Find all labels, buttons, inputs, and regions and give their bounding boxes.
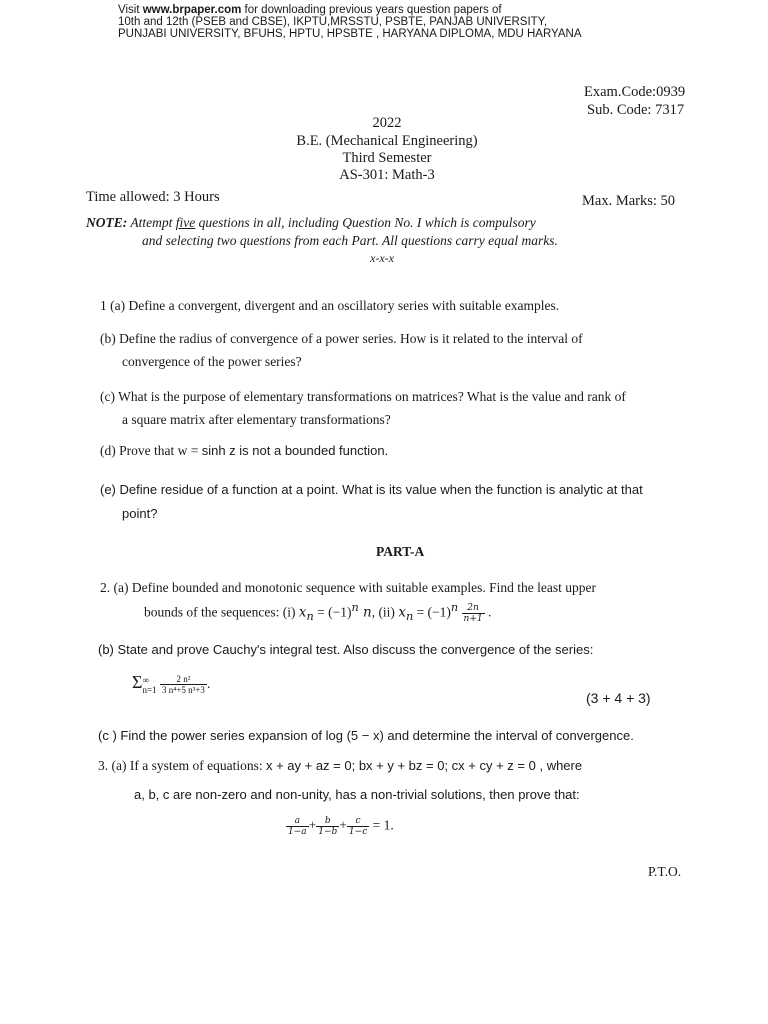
question-3a-line-1: 3. (a) If a system of equations: x + ay + az = 0; bx + y + bz = 0; cx + cy + z = 0 , where [98,758,583,773]
note-line-1: NOTE: Attempt five questions in all, including Question No. I which is compulsory [86,215,536,230]
question-1b-line-1: (b) Define the radius of convergence of a power series. How is it related to the interval of [100,331,583,346]
question-2-marks: (3 + 4 + 3) [586,690,651,706]
pto-marker: P.T.O. [648,864,682,879]
part-a-heading: PART-A [376,544,425,559]
question-1c-line-2: a square matrix after elementary transformations? [122,412,391,427]
degree-title: B.E. (Mechanical Engineering) [296,133,478,149]
note-label: NOTE: [86,215,128,230]
note-five: five [175,215,196,230]
question-1a: 1 (a) Define a convergent, divergent and an oscillatory series with suitable examples. [100,298,560,313]
equation-result: $\frac{a}{1-a}$ + $\frac{b}{1-b}$ + $\frac{c}{1-c}$ = 1. [288,816,394,837]
site-banner [118,4,582,40]
question-1d: (d) Prove that w = sinh z is not a bounded function. [100,443,389,458]
exam-code: Exam.Code:0939 [584,84,686,100]
exam-year: 2022 [372,115,402,131]
semester: Third Semester [342,150,432,166]
question-1e-line-2: point? [122,506,158,521]
banner-line-1: Visit www.brpaper.com for downloading previous years question papers of [118,4,502,16]
question-2b-line-1: (b) State and prove Cauchy's integral test. Also discuss the convergence of the series: [98,642,594,657]
sub-code: Sub. Code: 7317 [587,102,685,118]
banner-line-2: 10th and 12th (PSEB and CBSE), IKPTU,MRSSTU, PSBTE, PANJAB UNIVERSITY, [118,16,548,28]
series-expression: Σ ∞ n=1 $\frac{\text{2 n²}}{\text{3 n⁴+5 n³+3}}$ . [132,672,211,696]
site-link[interactable]: www.brpaper.com [142,4,242,16]
question-1c-line-1: (c) What is the purpose of elementary transformations on matrices? What is the value and rank of [100,389,626,404]
question-2c: (c ) Find the power series expansion of log (5 − x) and determine the interval of convergence. [98,728,634,743]
series-fraction: $\frac{\text{2 n²}}{\text{3 n⁴+5 n³+3}}$ [161,674,205,696]
time-allowed: Time allowed: 3 Hours [86,189,220,205]
question-1b-line-2: convergence of the power series? [122,354,302,369]
sequence-fraction: $\frac{2n}{n+1}$ [463,602,483,624]
note-line-2: and selecting two questions from each Part. All questions carry equal marks. [142,233,558,248]
subject-code: AS-301: Math-3 [339,167,435,183]
max-marks: Max. Marks: 50 [582,193,676,209]
question-3a-line-2: a, b, c are non-zero and non-unity, has a non-trivial solutions, then prove that: [134,787,580,802]
question-1e-line-1: (e) Define residue of a function at a point. What is its value when the function is analytic at that [100,482,643,497]
banner-line-3: PUNJABI UNIVERSITY, BFUHS, HPTU, HPSBTE , HARYANA DIPLOMA, MDU HARYANA [118,28,582,40]
question-2a-line-1: 2. (a) Define bounded and monotonic sequence with suitable examples. Find the least upper [100,580,596,595]
question-2a-line-2: bounds of the sequences: (i) $x_n = (-1)^n$ n, (ii) $x_n = (-1)^n$ $\frac{2n}{n+1}$ . [144,601,492,624]
separator: x-x-x [370,251,394,265]
